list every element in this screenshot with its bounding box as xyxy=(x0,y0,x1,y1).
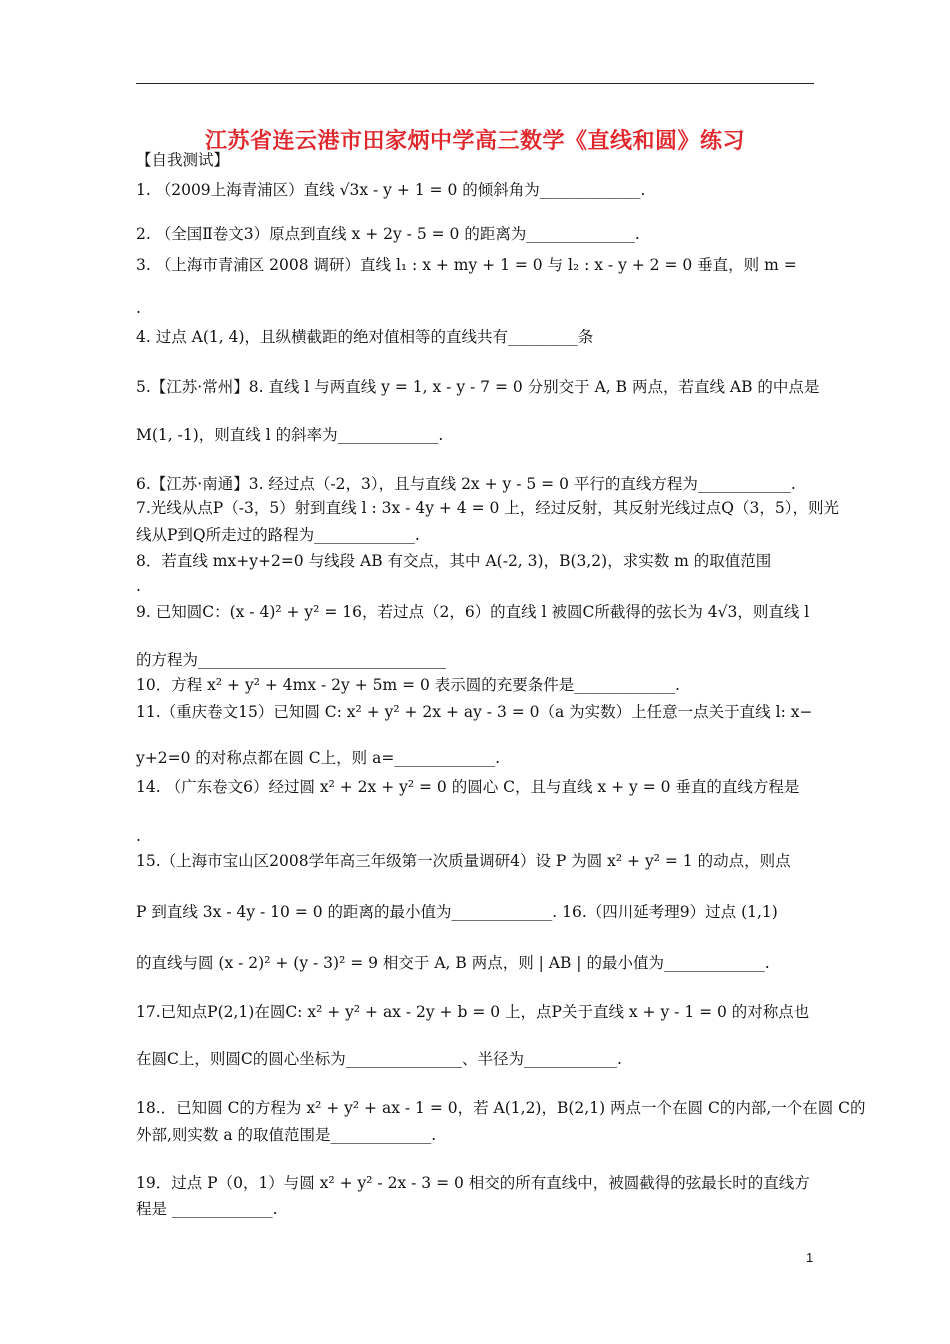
question-6: 6.【江苏·南通】3. 经过点（-2，3），且与直线 2x + y - 5 = 0 平行的直线方程为____________. xyxy=(136,475,796,493)
question-17-cont: 在圆C上，则圆C的圆心坐标为_______________、半径为____________. xyxy=(136,1050,622,1068)
question-3-cont: . xyxy=(136,299,141,317)
question-11: 11.（重庆卷文15）已知圆 C: x² + y² + 2x + ay - 3 = 0（a 为实数）上任意一点关于直线 l: x− xyxy=(136,703,813,721)
question-3: 3. （上海市青浦区 2008 调研）直线 l₁ : x + my + 1 = 0 与 l₂ : x - y + 2 = 0 垂直，则 m = xyxy=(136,256,797,274)
question-18-cont: 外部,则实数 a 的取值范围是_____________. xyxy=(136,1126,437,1144)
question-2: 2. （全国Ⅱ卷文3）原点到直线 x + 2y - 5 = 0 的距离为______________. xyxy=(136,225,640,243)
page-title: 江苏省连云港市田家炳中学高三数学《直线和圆》练习 xyxy=(204,128,745,154)
question-5-cont: M(1, -1)，则直线 l 的斜率为_____________. xyxy=(136,426,444,444)
header-rule xyxy=(136,83,814,84)
question-14: 14. （广东卷文6）经过圆 x² + 2x + y² = 0 的圆心 C，且与直线 x + y = 0 垂直的直线方程是 xyxy=(136,778,800,796)
question-10: 10．方程 x² + y² + 4mx - 2y + 5m = 0 表示圆的充要条件是_____________. xyxy=(136,676,680,694)
question-19-cont: 程是 _____________. xyxy=(136,1200,278,1218)
question-11-cont: y+2=0 的对称点都在圆 C上，则 a=_____________. xyxy=(136,749,501,767)
question-7: 7.光线从点P（-3，5）射到直线 l : 3x - 4y + 4 = 0 上，经过反射，其反射光线过点Q（3，5），则光 xyxy=(136,499,839,517)
question-17: 17.已知点P(2,1)在圆C: x² + y² + ax - 2y + b = 0 上，点P关于直线 x + y - 1 = 0 的对称点也 xyxy=(136,1003,810,1021)
question-5: 5.【江苏·常州】8. 直线 l 与两直线 y = 1, x - y - 7 = 0 分别交于 A, B 两点，若直线 AB 的中点是 xyxy=(136,378,820,396)
question-15: 15.（上海市宝山区2008学年高三年级第一次质量调研4）设 P 为圆 x² + y² = 1 的动点，则点 xyxy=(136,852,791,870)
question-8: 8．若直线 mx+y+2=0 与线段 AB 有交点，其中 A(-2, 3)，B(3,2)，求实数 m 的取值范围 xyxy=(136,552,772,570)
question-9: 9. 已知圆C：(x - 4)² + y² = 16，若过点（2，6）的直线 l 被圆C所截得的弦长为 4√3，则直线 l xyxy=(136,603,810,621)
question-16-cont: 的直线与圆 (x - 2)² + (y - 3)² = 9 相交于 A, B 两点，则 | AB | 的最小值为_____________. xyxy=(136,954,770,972)
question-1: 1. （2009上海青浦区）直线 √3x - y + 1 = 0 的倾斜角为_____________. xyxy=(136,181,646,199)
question-19: 19．过点 P（0，1）与圆 x² + y² - 2x - 3 = 0 相交的所有直线中，被圆截得的弦最长时的直线方 xyxy=(136,1174,810,1192)
question-4: 4. 过点 A(1, 4)，且纵横截距的绝对值相等的直线共有_________条 xyxy=(136,328,594,346)
page-number: 1 xyxy=(806,1250,814,1265)
question-15-16: P 到直线 3x - 4y - 10 = 0 的距离的最小值为_____________. 16.（四川延考理9）过点 (1,1) xyxy=(136,903,778,921)
question-7-cont: 线从P到Q所走过的路程为_____________. xyxy=(136,526,420,544)
question-8-cont: . xyxy=(136,577,141,595)
question-9-cont: 的方程为________________________________ xyxy=(136,651,447,669)
question-18: 18.．已知圆 C的方程为 x² + y² + ax - 1 = 0，若 A(1,2)，B(2,1) 两点一个在圆 C的内部,一个在圆 C的 xyxy=(136,1099,866,1117)
question-14-cont: . xyxy=(136,827,141,845)
section-heading: 【自我测试】 xyxy=(136,151,230,169)
